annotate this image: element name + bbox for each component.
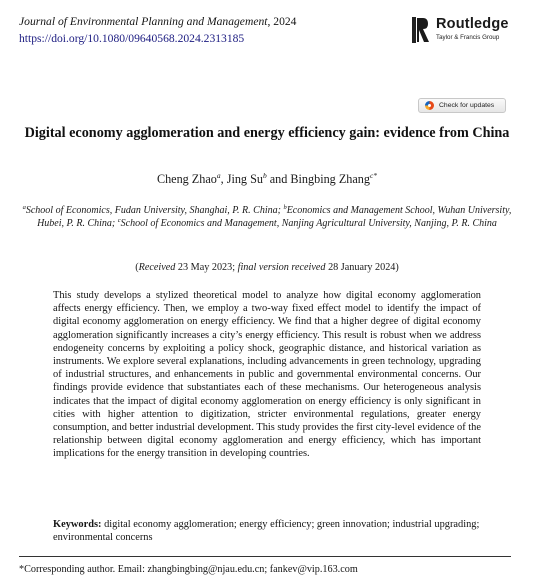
author-list (0, 172, 534, 187)
affiliations (16, 204, 518, 230)
received-label: Received (138, 262, 176, 273)
doi-link[interactable]: https://doi.org/10.1080/09640568.2024.2313185 (19, 32, 245, 45)
check-for-updates-button[interactable] (418, 98, 506, 113)
publisher-group: Taylor & Francis Group (436, 34, 500, 41)
affiliation-marker: c (117, 217, 121, 224)
affiliation-marker: b (283, 204, 287, 211)
received-dates (0, 262, 534, 273)
journal-year: 2024 (273, 15, 297, 28)
check-for-updates-label: Check for updates (439, 102, 495, 109)
footnote-divider (19, 556, 511, 557)
final-version-label: final version received (237, 262, 326, 273)
publisher-name: Routledge (436, 16, 509, 32)
journal-name: Journal of Environmental Planning and Management (19, 15, 268, 28)
received-paren: ( (135, 262, 139, 273)
author-name: Cheng Zhao (156, 172, 217, 186)
final-version-date: 28 January 2024 (325, 262, 396, 273)
corresponding-author-footnote: *Corresponding author. Email: zhangbingbing@njau.edu.cn; fankev@vip.163.com (19, 564, 358, 575)
author-separator: , (220, 172, 227, 186)
crossmark-icon (425, 101, 434, 110)
affiliation-text: Economics and Management School, Wuhan University, Hubei, P. R. China; (37, 205, 512, 229)
affiliation-marker: a (22, 204, 26, 211)
author-affiliation-marker: a (216, 171, 221, 180)
article-title: Digital economy agglomeration and energy efficiency gain: evidence from China (24, 125, 510, 141)
author-name: Jing Su (226, 172, 263, 186)
journal-header: Journal of Environmental Planning and Management, 2024 https://doi.org/10.1080/09640568.2024.2313185 (19, 15, 297, 45)
abstract: This study develops a stylized theoretical model to analyze how digital economy agglomeration affects energy efficiency. Then, we employ a two-way fixed effect model to identify the impact of digital economy agglomeration on energy efficiency. We find that a higher degree of digital economy agglomeration significantly increases a city’s energy efficiency. This result is robust when we address endogeneity concerns by exploiting a policy shock, geographic distance, and historical variation as instruments. We explore several explanations, including advancements in green technology, upgrading of industrial structures, and enhancements in public and governmental environmental concerns. Our findings provide evidence that substantiates each of these mechanisms. Our heterogeneous analysis indicates that the impact of digital economy agglomeration on energy efficiency is only significant in cities with higher attention to digitization, stricter environmental regulations, greater energy consumption, and better industrial development. This study provides the first city-level evidence of the relationship between digital economy agglomeration and energy efficiency, which has important implications for the energy transition in developing countries. (53, 290, 481, 460)
affiliation-text: School of Economics and Management, Nanjing Agricultural University, Nanjing, P. R. China (120, 218, 497, 229)
keywords-text: digital economy agglomeration; energy efficiency; green innovation; industrial upgrading; environmental concerns (53, 519, 480, 544)
affiliation-text: School of Economics, Fudan University, Shanghai, P. R. China; (25, 205, 284, 216)
keywords-label: Keywords: (53, 519, 102, 530)
received-paren: ) (395, 262, 399, 273)
author-name: Bingbing Zhang (290, 172, 370, 186)
received-date: 23 May 2023; (175, 262, 238, 273)
author-separator: and (266, 172, 291, 186)
author-affiliation-marker: b (262, 171, 267, 180)
author-affiliation-marker: c* (369, 171, 378, 180)
publisher-logo (412, 16, 522, 46)
keywords (53, 518, 485, 544)
routledge-icon (412, 17, 430, 43)
